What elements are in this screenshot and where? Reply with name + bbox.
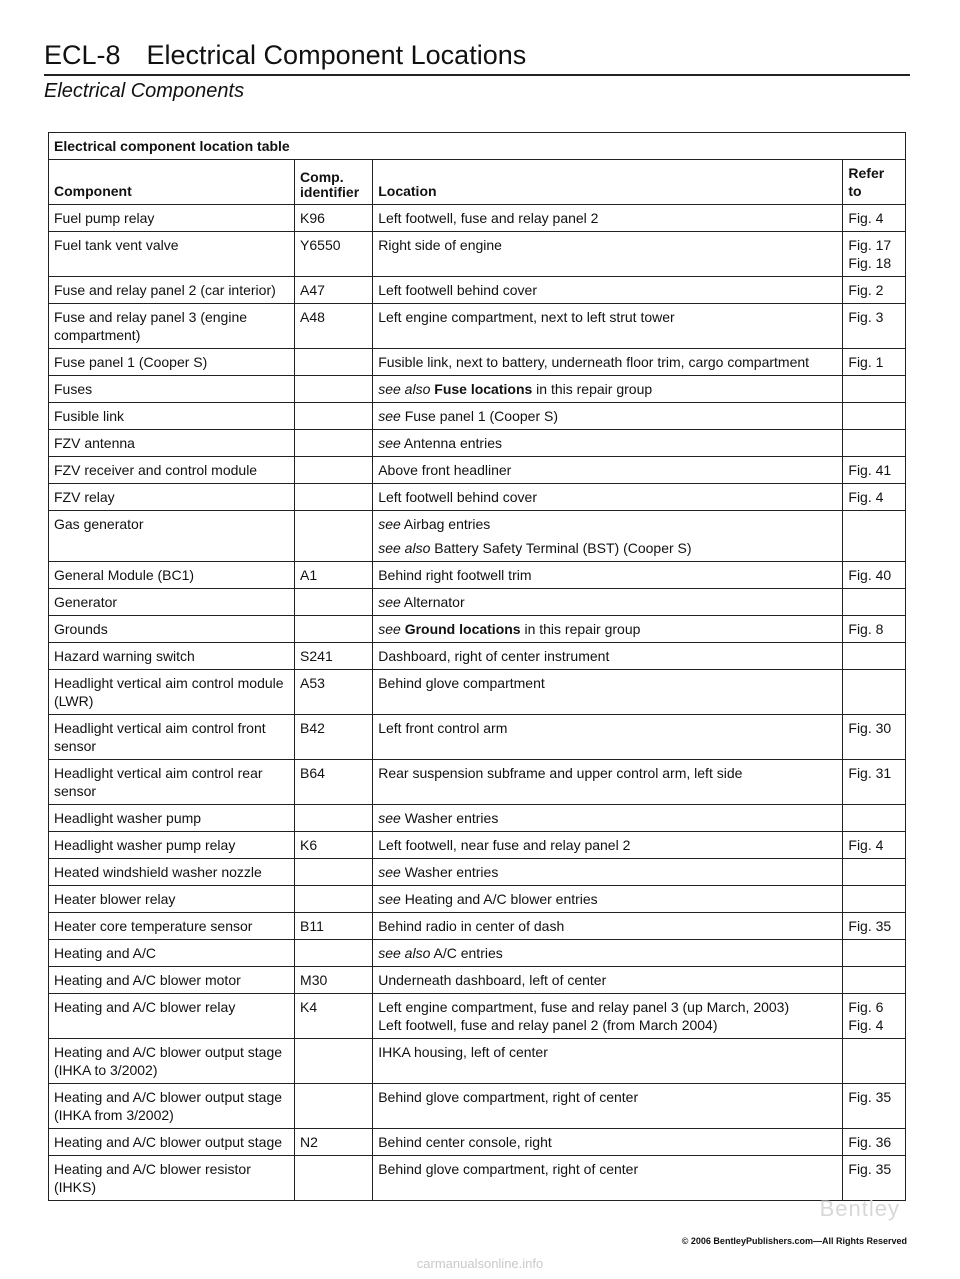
figure-reference: Fig. 36 bbox=[848, 1134, 892, 1150]
cell-location bbox=[373, 430, 843, 457]
cell-identifier: S241 bbox=[295, 643, 373, 670]
cell-refer bbox=[843, 913, 906, 940]
cell-location bbox=[373, 760, 843, 805]
cell-identifier bbox=[295, 1039, 373, 1084]
footer-watermark-logo: Bentley bbox=[819, 1196, 900, 1221]
table-row bbox=[49, 913, 906, 940]
cell-refer bbox=[843, 1129, 906, 1156]
cell-refer bbox=[843, 859, 906, 886]
cell-identifier: A47 bbox=[295, 277, 373, 304]
cell-component: Fuse and relay panel 3 (engine compartment) bbox=[49, 304, 295, 349]
table-row bbox=[49, 805, 906, 832]
cell-location bbox=[373, 277, 843, 304]
cell-refer bbox=[843, 277, 906, 304]
cell-refer bbox=[843, 967, 906, 994]
cell-location bbox=[373, 1129, 843, 1156]
cell-location bbox=[373, 1084, 843, 1129]
see-reference: see bbox=[378, 594, 401, 610]
location-line: Dashboard, right of center instrument bbox=[378, 648, 610, 664]
cell-location bbox=[373, 511, 843, 562]
figure-reference: Fig. 3 bbox=[848, 309, 884, 325]
cell-location bbox=[373, 457, 843, 484]
cell-location bbox=[373, 994, 843, 1039]
table-row bbox=[49, 484, 906, 511]
section-title: Electrical Component Locations bbox=[146, 40, 527, 70]
page-subtitle: Electrical Components bbox=[44, 80, 245, 102]
cell-component: Fuses bbox=[49, 376, 295, 403]
cell-identifier bbox=[295, 457, 373, 484]
see-reference: see bbox=[378, 621, 401, 637]
cell-location bbox=[373, 940, 843, 967]
location-text: Alternator bbox=[403, 594, 465, 610]
cell-location bbox=[373, 913, 843, 940]
location-line: Right side of engine bbox=[378, 237, 502, 253]
cell-location bbox=[373, 403, 843, 430]
cell-location bbox=[373, 643, 843, 670]
cell-location bbox=[373, 349, 843, 376]
cell-location bbox=[373, 832, 843, 859]
cell-refer bbox=[843, 232, 906, 277]
identifier-header-line1: Comp. bbox=[300, 169, 344, 185]
location-line: Behind radio in center of dash bbox=[378, 918, 565, 934]
cell-identifier bbox=[295, 589, 373, 616]
figure-reference-2: Fig. 4 bbox=[848, 1017, 884, 1033]
see-reference: see bbox=[378, 810, 401, 826]
location-line bbox=[378, 515, 837, 533]
cell-component: Generator bbox=[49, 589, 295, 616]
cell-refer bbox=[843, 349, 906, 376]
cell-refer bbox=[843, 430, 906, 457]
column-header-component: Component bbox=[49, 160, 295, 205]
see-reference: see bbox=[378, 408, 401, 424]
cell-identifier: K4 bbox=[295, 994, 373, 1039]
cell-identifier bbox=[295, 1156, 373, 1201]
cell-location bbox=[373, 484, 843, 511]
cell-component: Heating and A/C blower motor bbox=[49, 967, 295, 994]
location-line-2 bbox=[378, 539, 837, 557]
location-line: Left footwell, fuse and relay panel 2 bbox=[378, 210, 599, 226]
location-line: Fusible link, next to battery, underneath floor trim, cargo compartment bbox=[378, 354, 810, 370]
cell-location bbox=[373, 232, 843, 277]
cell-identifier: M30 bbox=[295, 967, 373, 994]
figure-reference: Fig. 35 bbox=[848, 1089, 892, 1105]
cell-location bbox=[373, 376, 843, 403]
location-line: IHKA housing, left of center bbox=[378, 1044, 548, 1060]
location-text: Heating and A/C blower entries bbox=[404, 891, 598, 907]
location-line: Left footwell behind cover bbox=[378, 282, 537, 298]
cell-refer bbox=[843, 805, 906, 832]
cell-component: Headlight vertical aim control rear sensor bbox=[49, 760, 295, 805]
cell-refer bbox=[843, 457, 906, 484]
figure-reference: Fig. 40 bbox=[848, 567, 892, 583]
location-line bbox=[378, 593, 837, 611]
table-row bbox=[49, 277, 906, 304]
table-row bbox=[49, 376, 906, 403]
cell-component: Heating and A/C blower output stage (IHKA to 3/2002) bbox=[49, 1039, 295, 1084]
location-text: A/C entries bbox=[433, 945, 503, 961]
cell-component: Headlight vertical aim control module (LWR) bbox=[49, 670, 295, 715]
cell-component: Gas generator bbox=[49, 511, 295, 562]
cell-identifier bbox=[295, 886, 373, 913]
column-header-location: Location bbox=[373, 160, 843, 205]
cell-identifier bbox=[295, 940, 373, 967]
table-row bbox=[49, 967, 906, 994]
location-line: Behind glove compartment, right of center bbox=[378, 1089, 639, 1105]
cell-location bbox=[373, 205, 843, 232]
cell-location bbox=[373, 805, 843, 832]
figure-reference: Fig. 41 bbox=[848, 462, 892, 478]
figure-reference: Fig. 4 bbox=[848, 489, 884, 505]
location-line: Left footwell, near fuse and relay panel 2 bbox=[378, 837, 631, 853]
location-text: in this repair group bbox=[532, 381, 653, 397]
cell-identifier: B42 bbox=[295, 715, 373, 760]
table-row bbox=[49, 760, 906, 805]
copyright-notice: © 2006 BentleyPublishers.com—All Rights Reserved bbox=[681, 1236, 907, 1246]
table-row bbox=[49, 1084, 906, 1129]
column-header-identifier bbox=[295, 160, 373, 205]
location-line: Behind center console, right bbox=[378, 1134, 552, 1150]
cell-component: FZV relay bbox=[49, 484, 295, 511]
cell-refer bbox=[843, 1084, 906, 1129]
table-row bbox=[49, 670, 906, 715]
cell-identifier: K6 bbox=[295, 832, 373, 859]
location-line: Rear suspension subframe and upper control arm, left side bbox=[378, 765, 743, 781]
table-row bbox=[49, 1039, 906, 1084]
figure-reference: Fig. 31 bbox=[848, 765, 892, 781]
cell-location bbox=[373, 715, 843, 760]
table-row bbox=[49, 940, 906, 967]
cell-refer bbox=[843, 205, 906, 232]
cell-component: Heating and A/C bbox=[49, 940, 295, 967]
cell-component: Grounds bbox=[49, 616, 295, 643]
table-row bbox=[49, 511, 906, 562]
cell-identifier bbox=[295, 859, 373, 886]
cell-component: Heater core temperature sensor bbox=[49, 913, 295, 940]
cell-identifier bbox=[295, 403, 373, 430]
cell-component: Heating and A/C blower output stage (IHKA from 3/2002) bbox=[49, 1084, 295, 1129]
cell-identifier: Y6550 bbox=[295, 232, 373, 277]
cell-component: Heating and A/C blower output stage bbox=[49, 1129, 295, 1156]
cell-identifier: A1 bbox=[295, 562, 373, 589]
cell-component: FZV receiver and control module bbox=[49, 457, 295, 484]
table-row bbox=[49, 457, 906, 484]
location-line-2: Left footwell, fuse and relay panel 2 (from March 2004) bbox=[378, 1017, 718, 1033]
location-line: Left engine compartment, next to left strut tower bbox=[378, 309, 675, 325]
cell-identifier bbox=[295, 430, 373, 457]
cell-identifier: B64 bbox=[295, 760, 373, 805]
location-line bbox=[378, 620, 837, 638]
table-row bbox=[49, 562, 906, 589]
location-line bbox=[378, 380, 837, 398]
figure-reference: Fig. 35 bbox=[848, 1161, 892, 1177]
figure-reference: Fig. 30 bbox=[848, 720, 892, 736]
table-row bbox=[49, 403, 906, 430]
cross-reference-keyword: Fuse locations bbox=[434, 381, 533, 397]
table-row bbox=[49, 994, 906, 1039]
table-row bbox=[49, 859, 906, 886]
location-text: Fuse panel 1 (Cooper S) bbox=[404, 408, 558, 424]
cell-refer bbox=[843, 760, 906, 805]
see-reference: see bbox=[378, 516, 401, 532]
page-title bbox=[44, 40, 910, 71]
cell-location bbox=[373, 616, 843, 643]
table-body bbox=[49, 205, 906, 1201]
cell-component: Fuse and relay panel 2 (car interior) bbox=[49, 277, 295, 304]
cell-identifier: B11 bbox=[295, 913, 373, 940]
figure-reference: Fig. 4 bbox=[848, 837, 884, 853]
section-code: ECL-8 bbox=[44, 40, 121, 70]
see-reference: see also bbox=[378, 540, 431, 556]
cell-identifier bbox=[295, 616, 373, 643]
table-header-row bbox=[49, 160, 906, 205]
cell-component: Headlight washer pump relay bbox=[49, 832, 295, 859]
location-line bbox=[378, 944, 837, 962]
figure-reference-2: Fig. 18 bbox=[848, 255, 892, 271]
location-line: Behind right footwell trim bbox=[378, 567, 532, 583]
cell-component: Fusible link bbox=[49, 403, 295, 430]
location-text: Airbag entries bbox=[403, 516, 491, 532]
page-header bbox=[44, 40, 910, 102]
column-header-refer: Refer to bbox=[843, 160, 906, 205]
table-row bbox=[49, 205, 906, 232]
location-line: Above front headliner bbox=[378, 462, 512, 478]
cell-component: Hazard warning switch bbox=[49, 643, 295, 670]
location-line: Left engine compartment, fuse and relay panel 3 (up March, 2003) bbox=[378, 999, 790, 1015]
location-text: Battery Safety Terminal (BST) (Cooper S) bbox=[430, 540, 692, 556]
cell-component: Headlight washer pump bbox=[49, 805, 295, 832]
location-text: in this repair group bbox=[520, 621, 641, 637]
cell-component: Headlight vertical aim control front sensor bbox=[49, 715, 295, 760]
cell-component: Fuel pump relay bbox=[49, 205, 295, 232]
location-line: Left front control arm bbox=[378, 720, 508, 736]
location-text: Washer entries bbox=[404, 864, 499, 880]
location-line bbox=[378, 863, 837, 881]
cell-identifier: A53 bbox=[295, 670, 373, 715]
cell-component: General Module (BC1) bbox=[49, 562, 295, 589]
location-line: Left footwell behind cover bbox=[378, 489, 537, 505]
cell-refer bbox=[843, 562, 906, 589]
location-text: Washer entries bbox=[404, 810, 499, 826]
cell-refer bbox=[843, 403, 906, 430]
cell-refer bbox=[843, 511, 906, 562]
location-line bbox=[378, 407, 837, 425]
cell-location bbox=[373, 562, 843, 589]
cell-refer bbox=[843, 643, 906, 670]
cell-refer bbox=[843, 376, 906, 403]
cell-location bbox=[373, 886, 843, 913]
cell-location bbox=[373, 1039, 843, 1084]
cell-identifier: N2 bbox=[295, 1129, 373, 1156]
table-row bbox=[49, 232, 906, 277]
cell-location bbox=[373, 859, 843, 886]
cell-component: Heating and A/C blower relay bbox=[49, 994, 295, 1039]
cell-location bbox=[373, 589, 843, 616]
cell-refer bbox=[843, 589, 906, 616]
cell-refer bbox=[843, 670, 906, 715]
location-line: Underneath dashboard, left of center bbox=[378, 972, 607, 988]
figure-reference: Fig. 8 bbox=[848, 621, 884, 637]
cell-refer bbox=[843, 1156, 906, 1201]
cell-identifier bbox=[295, 1084, 373, 1129]
table-row bbox=[49, 304, 906, 349]
cell-refer bbox=[843, 304, 906, 349]
cell-location bbox=[373, 967, 843, 994]
cell-identifier bbox=[295, 511, 373, 562]
cell-refer bbox=[843, 715, 906, 760]
cell-identifier: A48 bbox=[295, 304, 373, 349]
cell-refer bbox=[843, 1039, 906, 1084]
cell-component: Heating and A/C blower resistor (IHKS) bbox=[49, 1156, 295, 1201]
table-row bbox=[49, 1156, 906, 1201]
cell-component: Heater blower relay bbox=[49, 886, 295, 913]
location-line: Behind glove compartment bbox=[378, 675, 545, 691]
location-line bbox=[378, 890, 837, 908]
cell-location bbox=[373, 304, 843, 349]
cell-identifier bbox=[295, 376, 373, 403]
cell-refer bbox=[843, 616, 906, 643]
cell-refer bbox=[843, 940, 906, 967]
figure-reference: Fig. 4 bbox=[848, 210, 884, 226]
table-row bbox=[49, 1129, 906, 1156]
component-location-table bbox=[48, 132, 906, 1201]
figure-reference: Fig. 1 bbox=[848, 354, 884, 370]
cell-identifier bbox=[295, 349, 373, 376]
figure-reference: Fig. 2 bbox=[848, 282, 884, 298]
table-row bbox=[49, 430, 906, 457]
location-line bbox=[378, 809, 837, 827]
see-reference: see bbox=[378, 891, 401, 907]
see-reference: see also bbox=[378, 945, 431, 961]
location-line bbox=[378, 434, 837, 452]
table-caption-row bbox=[49, 133, 906, 160]
cell-location bbox=[373, 670, 843, 715]
see-reference: see bbox=[378, 435, 401, 451]
table-caption: Electrical component location table bbox=[49, 133, 906, 160]
figure-reference: Fig. 35 bbox=[848, 918, 892, 934]
table-row bbox=[49, 643, 906, 670]
cell-component: Heated windshield washer nozzle bbox=[49, 859, 295, 886]
cross-reference-keyword: Ground locations bbox=[404, 621, 521, 637]
see-reference: see bbox=[378, 864, 401, 880]
cell-identifier bbox=[295, 805, 373, 832]
cell-refer bbox=[843, 994, 906, 1039]
cell-component: Fuel tank vent valve bbox=[49, 232, 295, 277]
figure-reference: Fig. 6 bbox=[848, 999, 884, 1015]
cell-component: Fuse panel 1 (Cooper S) bbox=[49, 349, 295, 376]
table-row bbox=[49, 832, 906, 859]
cell-component: FZV antenna bbox=[49, 430, 295, 457]
site-watermark: carmanualsonline.info bbox=[416, 1256, 544, 1271]
see-reference: see also bbox=[378, 381, 431, 397]
table-row bbox=[49, 349, 906, 376]
title-rule bbox=[44, 74, 910, 76]
table-row bbox=[49, 616, 906, 643]
cell-refer bbox=[843, 886, 906, 913]
location-text: Antenna entries bbox=[403, 435, 502, 451]
cell-refer bbox=[843, 832, 906, 859]
location-line: Behind glove compartment, right of center bbox=[378, 1161, 639, 1177]
cell-refer bbox=[843, 484, 906, 511]
table-row bbox=[49, 589, 906, 616]
table-row bbox=[49, 886, 906, 913]
cell-identifier: K96 bbox=[295, 205, 373, 232]
figure-reference: Fig. 17 bbox=[848, 237, 892, 253]
cell-location bbox=[373, 1156, 843, 1201]
table-row bbox=[49, 715, 906, 760]
cell-identifier bbox=[295, 484, 373, 511]
identifier-header-line2: identifier bbox=[300, 184, 360, 200]
